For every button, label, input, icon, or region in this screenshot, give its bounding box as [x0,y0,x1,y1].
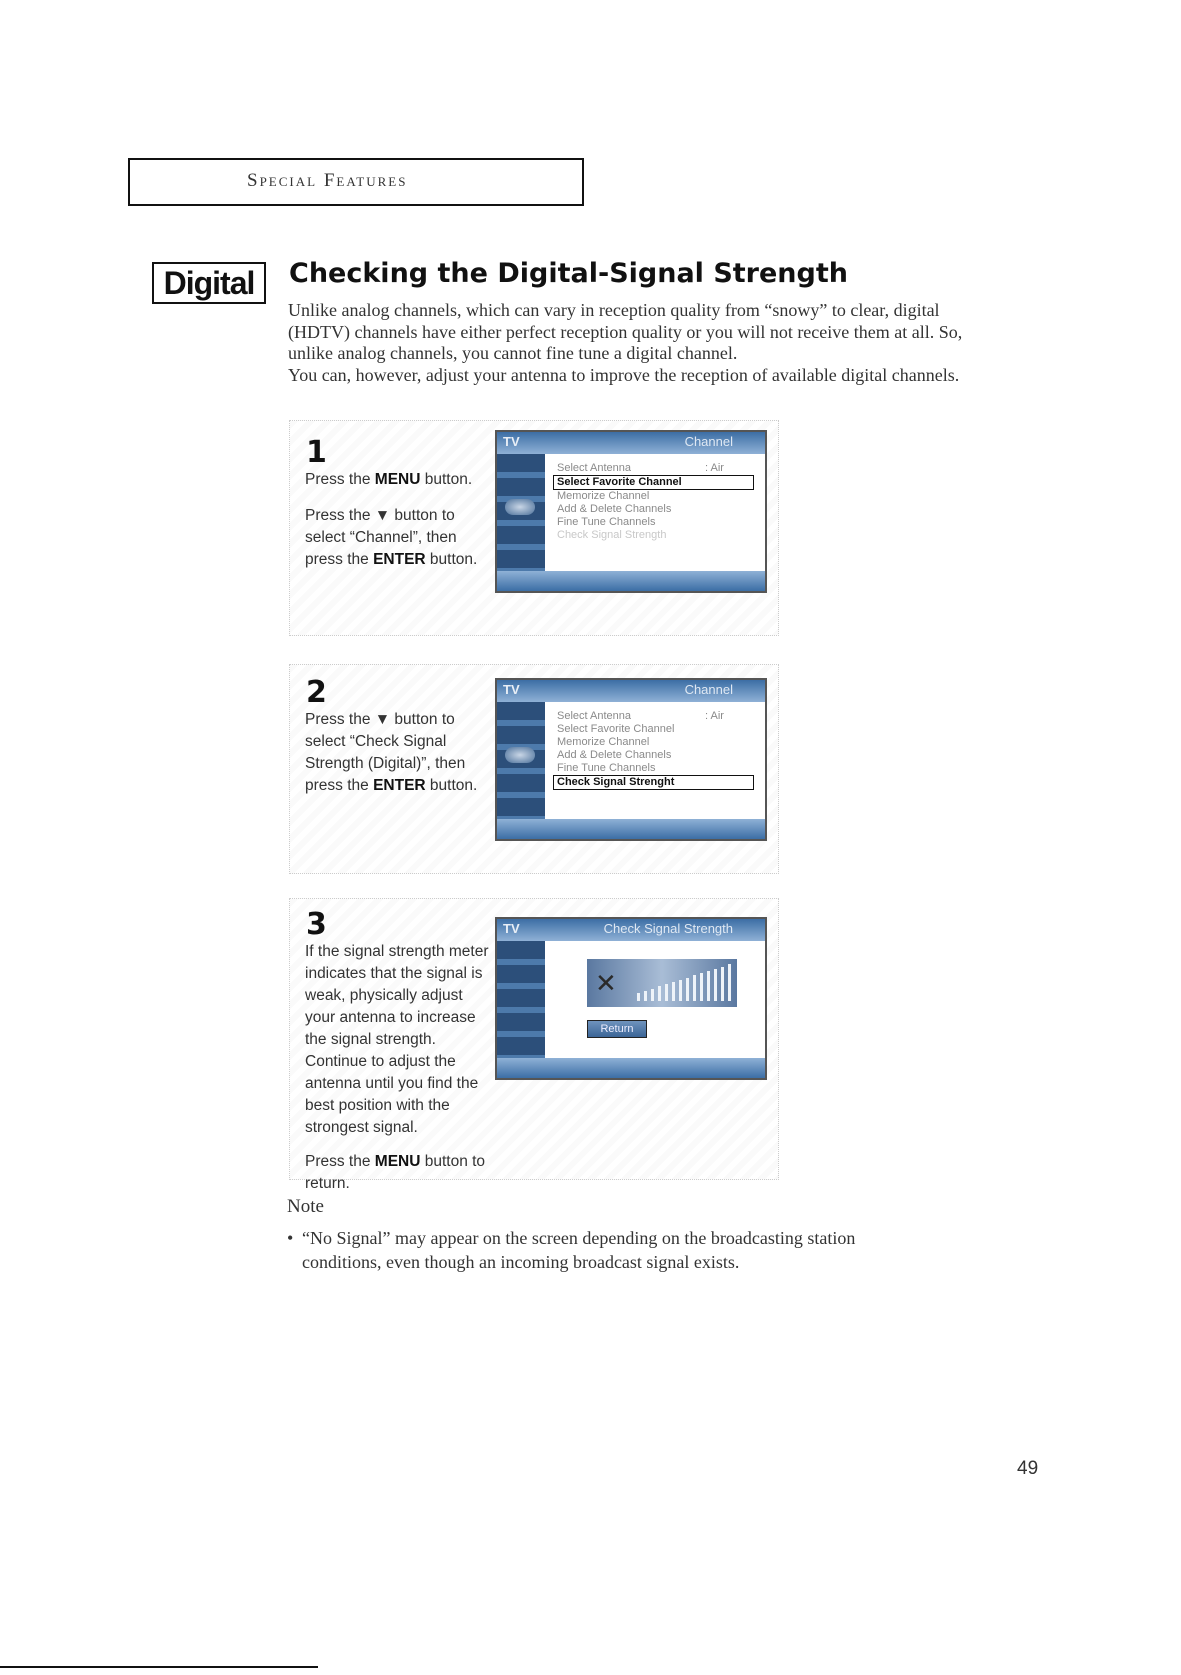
step-2 [289,664,779,874]
menu-item-fine-tune-channels[interactable]: Fine Tune Channels [557,762,656,774]
step-number: 2 [306,675,327,710]
step-instructions [305,709,480,797]
screen-title-bar [497,432,765,454]
meter-bar [672,982,675,1001]
digital-badge: Digital [152,262,266,304]
menu-item-check-signal-strength[interactable]: Check Signal Strength [557,529,667,541]
menu-item-add-delete-channels[interactable]: Add & Delete Channels [557,749,672,761]
channel-icon [505,747,535,763]
instruction-line: Press the MENU button. [305,471,473,488]
intro-paragraph-2: You can, however, adjust your antenna to improve the reception of available digital channels. [288,364,960,385]
meter-bar [728,964,731,1001]
meter-bar [644,991,647,1001]
menu-name: Channel [684,682,733,697]
meter-bar [637,993,640,1001]
step-3 [289,898,779,1192]
intro-text [288,300,988,386]
step-number: 3 [306,907,327,942]
meter-bar [686,978,689,1001]
step-number: 1 [306,435,327,470]
menu-item-select-antenna[interactable]: Select Antenna : Air [557,710,724,722]
tv-tag: TV [503,921,520,936]
meter-bar [651,989,654,1001]
instruction-line: If the signal strength meter indicates that the signal is weak, physically adjust your antenna to increase the signal strength. Continue to adjust the antenna until you find the best position with the strongest signal. [305,943,489,1136]
menu-icon-bar [497,941,545,1058]
step-instructions [305,469,480,571]
intro-paragraph-1: Unlike analog channels, which can vary in reception quality from “snowy” to clear, digital (HDTV) channels have either perfect reception quality or you will not receive them at all. So, unlike analog channels, you cannot fine tune a digital channel. [288,300,963,363]
tv-tag: TV [503,434,520,449]
channel-menu [557,710,754,790]
bullet: • [287,1228,294,1248]
menu-name: Channel [684,434,733,449]
menu-icon-bar [497,702,545,819]
menu-item-check-signal-strength[interactable]: Check Signal Strenght [553,775,754,790]
meter-bar [665,984,668,1001]
page-number: 49 [1017,1458,1039,1479]
channel-menu [557,462,754,542]
note-label: Note [287,1196,324,1217]
screen-title-bar [497,919,765,941]
step-1 [289,420,779,636]
antenna-icon: ✕ [595,969,617,999]
instruction-line: Press the ▼ button to select “Channel”, then press the ENTER button. [305,507,478,568]
menu-icon-bar [497,454,545,571]
menu-item-select-antenna[interactable]: Select Antenna : Air [557,462,724,474]
note-body: “No Signal” may appear on the screen depending on the broadcasting station conditions, even though an incoming broadcast signal exists. [302,1228,856,1272]
tv-menu-screen [495,678,767,841]
meter-bar [700,973,703,1001]
screen-bottom-bar [497,819,765,839]
menu-item-memorize-channel[interactable]: Memorize Channel [557,490,650,502]
menu-item-select-favorite-channel[interactable]: Select Favorite Channel [553,475,754,490]
screen-bottom-bar [497,571,765,591]
channel-icon [505,499,535,515]
signal-strength-meter [587,959,737,1007]
signal-strength-screen [495,917,767,1080]
section-title: Special Features [247,170,408,191]
instruction-line: Press the MENU button to return. [305,1153,486,1192]
screen-title-bar [497,680,765,702]
menu-item-fine-tune-channels[interactable]: Fine Tune Channels [557,516,656,528]
note-item [287,1226,887,1274]
menu-item-select-favorite-channel[interactable]: Select Favorite Channel [557,723,675,735]
tv-menu-screen [495,430,767,593]
menu-item-add-delete-channels[interactable]: Add & Delete Channels [557,503,672,515]
menu-item-memorize-channel[interactable]: Memorize Channel [557,736,650,748]
meter-bar [707,971,710,1001]
menu-name: Check Signal Strength [603,921,733,936]
meter-bar [679,980,682,1001]
meter-bar [721,967,724,1001]
meter-bar [693,975,696,1001]
tv-tag: TV [503,682,520,697]
screen-bottom-bar [497,1058,765,1078]
instruction-line: Press the ▼ button to select “Check Signal Strength (Digital)”, then press the ENTER button. [305,711,478,794]
footer-rule [0,1666,318,1668]
meter-bar [714,969,717,1001]
meter-bar [658,986,661,1001]
page-title: Checking the Digital-Signal Strength [289,258,848,289]
return-button[interactable]: Return [587,1020,647,1038]
step-instructions [305,941,495,1195]
